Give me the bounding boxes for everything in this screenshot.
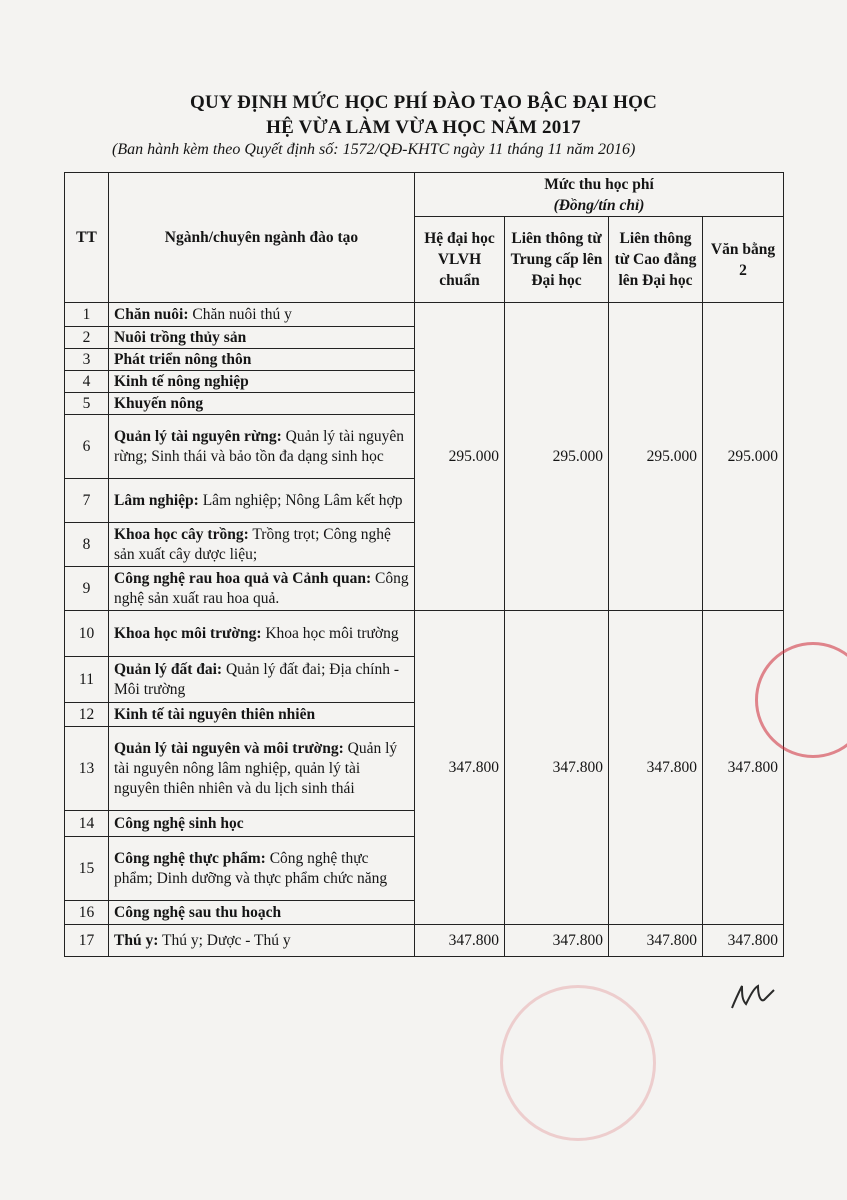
major-name: Khuyến nông [114,394,204,412]
row-number: 16 [65,901,109,925]
row-number: 13 [65,727,109,811]
row-number: 4 [65,371,109,393]
row-major [109,327,415,349]
major-detail: Công nghệ sản xuất rau hoa quả. [114,569,409,607]
header-fee-group [415,173,784,217]
fee-group1-col1: 295.000 [415,303,505,611]
fee-group3-col3: 347.800 [609,925,703,957]
header-col-trung-cap: Liên thông từ Trung cấp lên Đại học [505,217,609,303]
major-name: Nuôi trồng thủy sản [114,328,247,346]
row-major [109,479,415,523]
major-detail: Chăn nuôi thú y [188,305,292,323]
row-number: 1 [65,303,109,327]
major-detail: Công nghệ thực phẩm; Dinh dưỡng và thực phẩm chức năng [114,849,388,887]
row-major [109,303,415,327]
major-name: Phát triển nông thôn [114,350,252,368]
major-name: Kinh tế nông nghiệp [114,372,249,390]
major-name: Công nghệ thực phẩm: [114,849,266,867]
header-major: Ngành/chuyên ngành đào tạo [109,173,415,303]
row-major [109,349,415,371]
major-name: Quản lý tài nguyên và môi trường: [114,739,344,757]
fee-group3-col4: 347.800 [703,925,784,957]
header-col-van-bang-2: Văn bằng 2 [703,217,784,303]
header-fee-unit: (Đồng/tín chỉ) [553,196,645,214]
major-detail: Khoa học môi trường [261,624,399,642]
row-number: 17 [65,925,109,957]
major-name: Quản lý tài nguyên rừng: [114,427,282,445]
row-number: 5 [65,393,109,415]
table-row [65,303,784,327]
faded-seal-stamp [500,985,656,1141]
row-number: 15 [65,837,109,901]
row-major [109,371,415,393]
row-major [109,901,415,925]
header-tt: TT [65,173,109,303]
header-col-cao-dang: Liên thông từ Cao đẳng lên Đại học [609,217,703,303]
row-major [109,415,415,479]
row-major [109,657,415,703]
major-detail: Thú y; Dược - Thú y [158,931,291,949]
major-detail: Quản lý tài nguyên nông lâm nghiệp, quản lý tài nguyên thiên nhiên và du lịch sinh thái [114,739,398,797]
row-number: 14 [65,811,109,837]
row-number: 10 [65,611,109,657]
major-name: Khoa học môi trường: [114,624,262,642]
row-major [109,925,415,957]
row-number: 2 [65,327,109,349]
major-name: Khoa học cây trồng: [114,525,249,543]
major-name: Thú y: [114,931,159,949]
major-name: Công nghệ sinh học [114,814,244,832]
tuition-fee-table [64,172,784,957]
document-title-line1: QUY ĐỊNH MỨC HỌC PHÍ ĐÀO TẠO BẬC ĐẠI HỌC [190,92,657,113]
row-major [109,703,415,727]
row-number: 9 [65,567,109,611]
major-name: Công nghệ rau hoa quả và Cảnh quan: [114,569,372,587]
fee-group1-col2: 295.000 [505,303,609,611]
table-row [65,611,784,657]
document-subtitle: (Ban hành kèm theo Quyết định số: 1572/QĐ-KHTC ngày 11 tháng 11 năm 2016) [112,141,636,158]
row-major [109,811,415,837]
major-detail: Quản lý tài nguyên rừng; Sinh thái và bảo tồn đa dạng sinh học [114,427,405,465]
table-row [65,925,784,957]
major-name: Chăn nuôi: [114,305,189,323]
row-major [109,567,415,611]
fee-group3-col2: 347.800 [505,925,609,957]
row-major [109,393,415,415]
row-number: 8 [65,523,109,567]
major-detail: Lâm nghiệp; Nông Lâm kết hợp [198,491,403,509]
row-number: 11 [65,657,109,703]
major-name: Quản lý đất đai: [114,660,223,678]
major-name: Kinh tế tài nguyên thiên nhiên [114,705,316,723]
fee-group2-col1: 347.800 [415,611,505,925]
row-major [109,727,415,811]
major-detail: Quản lý đất đai; Địa chính - Môi trường [114,660,400,698]
row-major [109,523,415,567]
major-name: Công nghệ sau thu hoạch [114,903,282,921]
row-major [109,611,415,657]
document-title-line2: HỆ VỪA LÀM VỪA HỌC NĂM 2017 [266,117,581,138]
fee-group3-col1: 347.800 [415,925,505,957]
row-number: 7 [65,479,109,523]
fee-group2-col3: 347.800 [609,611,703,925]
fee-group1-col4: 295.000 [703,303,784,611]
major-name: Lâm nghiệp: [114,491,199,509]
header-col-vlvh: Hệ đại học VLVH chuẩn [415,217,505,303]
signature-mark [728,980,778,1014]
row-number: 3 [65,349,109,371]
row-number: 12 [65,703,109,727]
major-detail: Trồng trọt; Công nghệ sản xuất cây dược liệu; [114,525,391,563]
header-fee-title: Mức thu học phí [544,175,654,193]
row-number: 6 [65,415,109,479]
fee-group1-col3: 295.000 [609,303,703,611]
row-major [109,837,415,901]
fee-group2-col4: 347.800 [703,611,784,925]
fee-group2-col2: 347.800 [505,611,609,925]
